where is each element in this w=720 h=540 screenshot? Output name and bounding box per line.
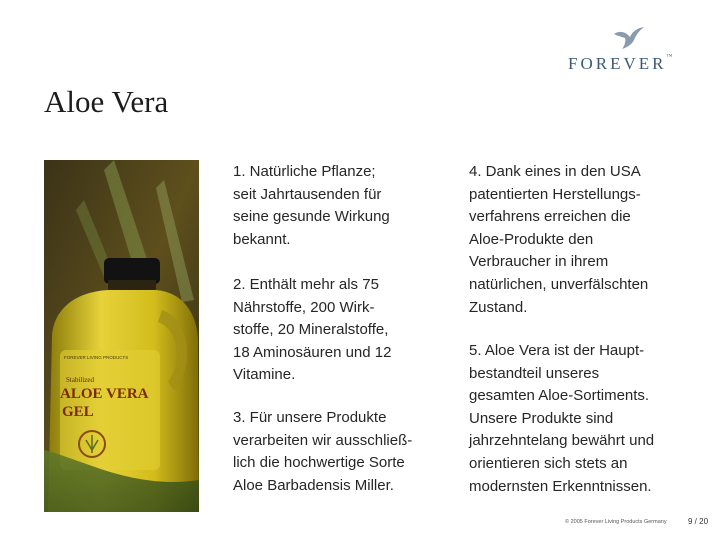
footer-copyright: © 2005 Forever Living Products Germany bbox=[565, 519, 667, 525]
point-5: 5. Aloe Vera ist der Haupt- bestandteil unseres gesamten Aloe-Sortiments. Unsere Produkte sind jahrzehntelang bewährt und orientieren sich stets an modernsten Erkenntnissen. bbox=[469, 342, 655, 495]
bird-icon bbox=[612, 26, 646, 52]
svg-text:Stabilized: Stabilized bbox=[66, 376, 94, 384]
left-text-column bbox=[233, 161, 433, 251]
point-4: 4. Dank eines in den USA patentierten Herstellungs- verfahrens erreichen die Aloe-Produkte den Verbraucher in ihrem natürlichen, unverfälschten Zustand. bbox=[469, 163, 649, 316]
page-number: 9 / 20 bbox=[688, 517, 709, 526]
logo-text: FOREVER™ bbox=[568, 54, 673, 73]
left-text-column-3 bbox=[233, 407, 433, 497]
svg-text:ALOE VERA: ALOE VERA bbox=[60, 386, 149, 402]
right-text-column bbox=[469, 161, 694, 319]
svg-text:GEL: GEL bbox=[62, 404, 94, 420]
forever-logo bbox=[568, 26, 688, 76]
point-2: 2. Enthält mehr als 75 Nährstoffe, 200 Wirk- stoffe, 20 Mineralstoffe, 18 Aminosäuren und 12 Vitamine. bbox=[233, 276, 392, 384]
right-text-column-2 bbox=[469, 340, 694, 498]
point-1: 1. Natürliche Pflanze; seit Jahrtausenden für seine gesunde Wirkung bekannt. bbox=[233, 163, 390, 248]
point-3: 3. Für unsere Produkte verarbeiten wir ausschließ- lich die hochwertige Sorte Aloe Barbadensis Miller. bbox=[233, 409, 413, 494]
product-photo bbox=[44, 160, 199, 512]
left-text-column-2 bbox=[233, 274, 433, 387]
slide-title: Aloe Vera bbox=[44, 84, 169, 119]
aloe-gel-bottle-image bbox=[44, 160, 199, 512]
svg-text:FOREVER LIVING PRODUCTS: FOREVER LIVING PRODUCTS bbox=[64, 355, 129, 360]
